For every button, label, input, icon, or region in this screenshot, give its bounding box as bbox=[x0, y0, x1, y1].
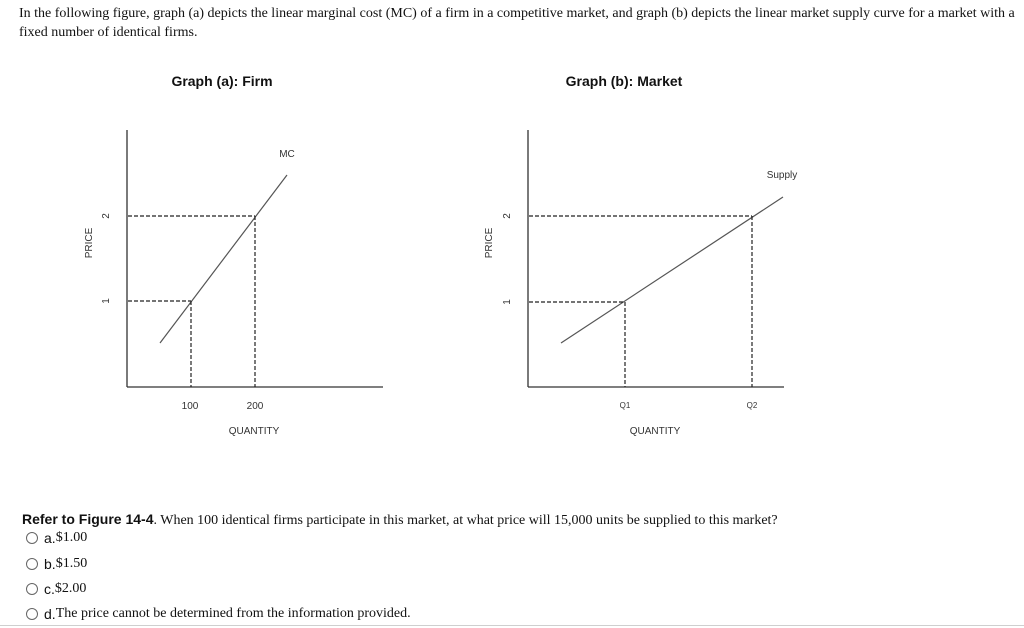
divider bbox=[0, 625, 1024, 626]
option-letter: d. bbox=[44, 606, 56, 622]
figure bbox=[0, 60, 1024, 440]
graph-b-xtick-q2: Q2 bbox=[746, 401, 758, 410]
graph-a bbox=[84, 73, 383, 437]
option-c[interactable] bbox=[26, 578, 86, 600]
graph-a-xtick-200: 200 bbox=[246, 401, 264, 412]
option-b[interactable] bbox=[26, 553, 87, 575]
graph-b-ytick-1: 1 bbox=[502, 299, 513, 305]
radio-button-icon[interactable] bbox=[26, 532, 38, 544]
graph-a-xtick-100: 100 bbox=[181, 401, 199, 412]
mc-label: MC bbox=[279, 149, 295, 160]
supply-curve bbox=[561, 197, 783, 343]
option-letter: b. bbox=[44, 556, 56, 572]
option-label: $1.50 bbox=[55, 556, 88, 571]
question-body: . When 100 identical firms participate in this market, at what price will 15,000 units be supplied to this market? bbox=[153, 513, 778, 528]
graph-a-title: Graph (a): Firm bbox=[171, 73, 273, 89]
graph-b-xlabel: QUANTITY bbox=[629, 426, 681, 437]
graph-b-xtick-q1: Q1 bbox=[619, 401, 631, 410]
graph-a-xlabel: QUANTITY bbox=[228, 426, 280, 437]
graph-b-ytick-2: 2 bbox=[502, 213, 513, 219]
option-label: The price cannot be determined from the information provided. bbox=[55, 606, 411, 621]
mc-curve bbox=[160, 175, 287, 343]
graph-b-title: Graph (b): Market bbox=[565, 73, 683, 89]
intro-text: In the following figure, graph (a) depicts the linear marginal cost (MC) of a firm in a competitive market, and graph (b) depicts the linear market supply curve for a market with a fixed number of identical firms. bbox=[19, 6, 1015, 40]
graph-a-ylabel: PRICE bbox=[84, 227, 95, 259]
radio-button-icon[interactable] bbox=[26, 608, 38, 620]
radio-button-icon[interactable] bbox=[26, 558, 38, 570]
supply-label: Supply bbox=[766, 170, 798, 181]
option-label: $1.00 bbox=[55, 530, 88, 545]
graph-a-ytick-1: 1 bbox=[101, 298, 112, 304]
option-a[interactable] bbox=[26, 527, 87, 549]
option-letter: a. bbox=[44, 530, 56, 546]
option-letter: c. bbox=[44, 581, 55, 597]
graph-b bbox=[484, 73, 797, 437]
graph-b-ylabel: PRICE bbox=[484, 227, 495, 259]
option-label: $2.00 bbox=[54, 581, 87, 596]
graph-a-ytick-2: 2 bbox=[101, 213, 112, 219]
option-d[interactable] bbox=[26, 603, 411, 625]
question-text bbox=[22, 509, 778, 531]
radio-button-icon[interactable] bbox=[26, 583, 38, 595]
figure-reference: Refer to Figure 14-4 bbox=[22, 511, 154, 527]
